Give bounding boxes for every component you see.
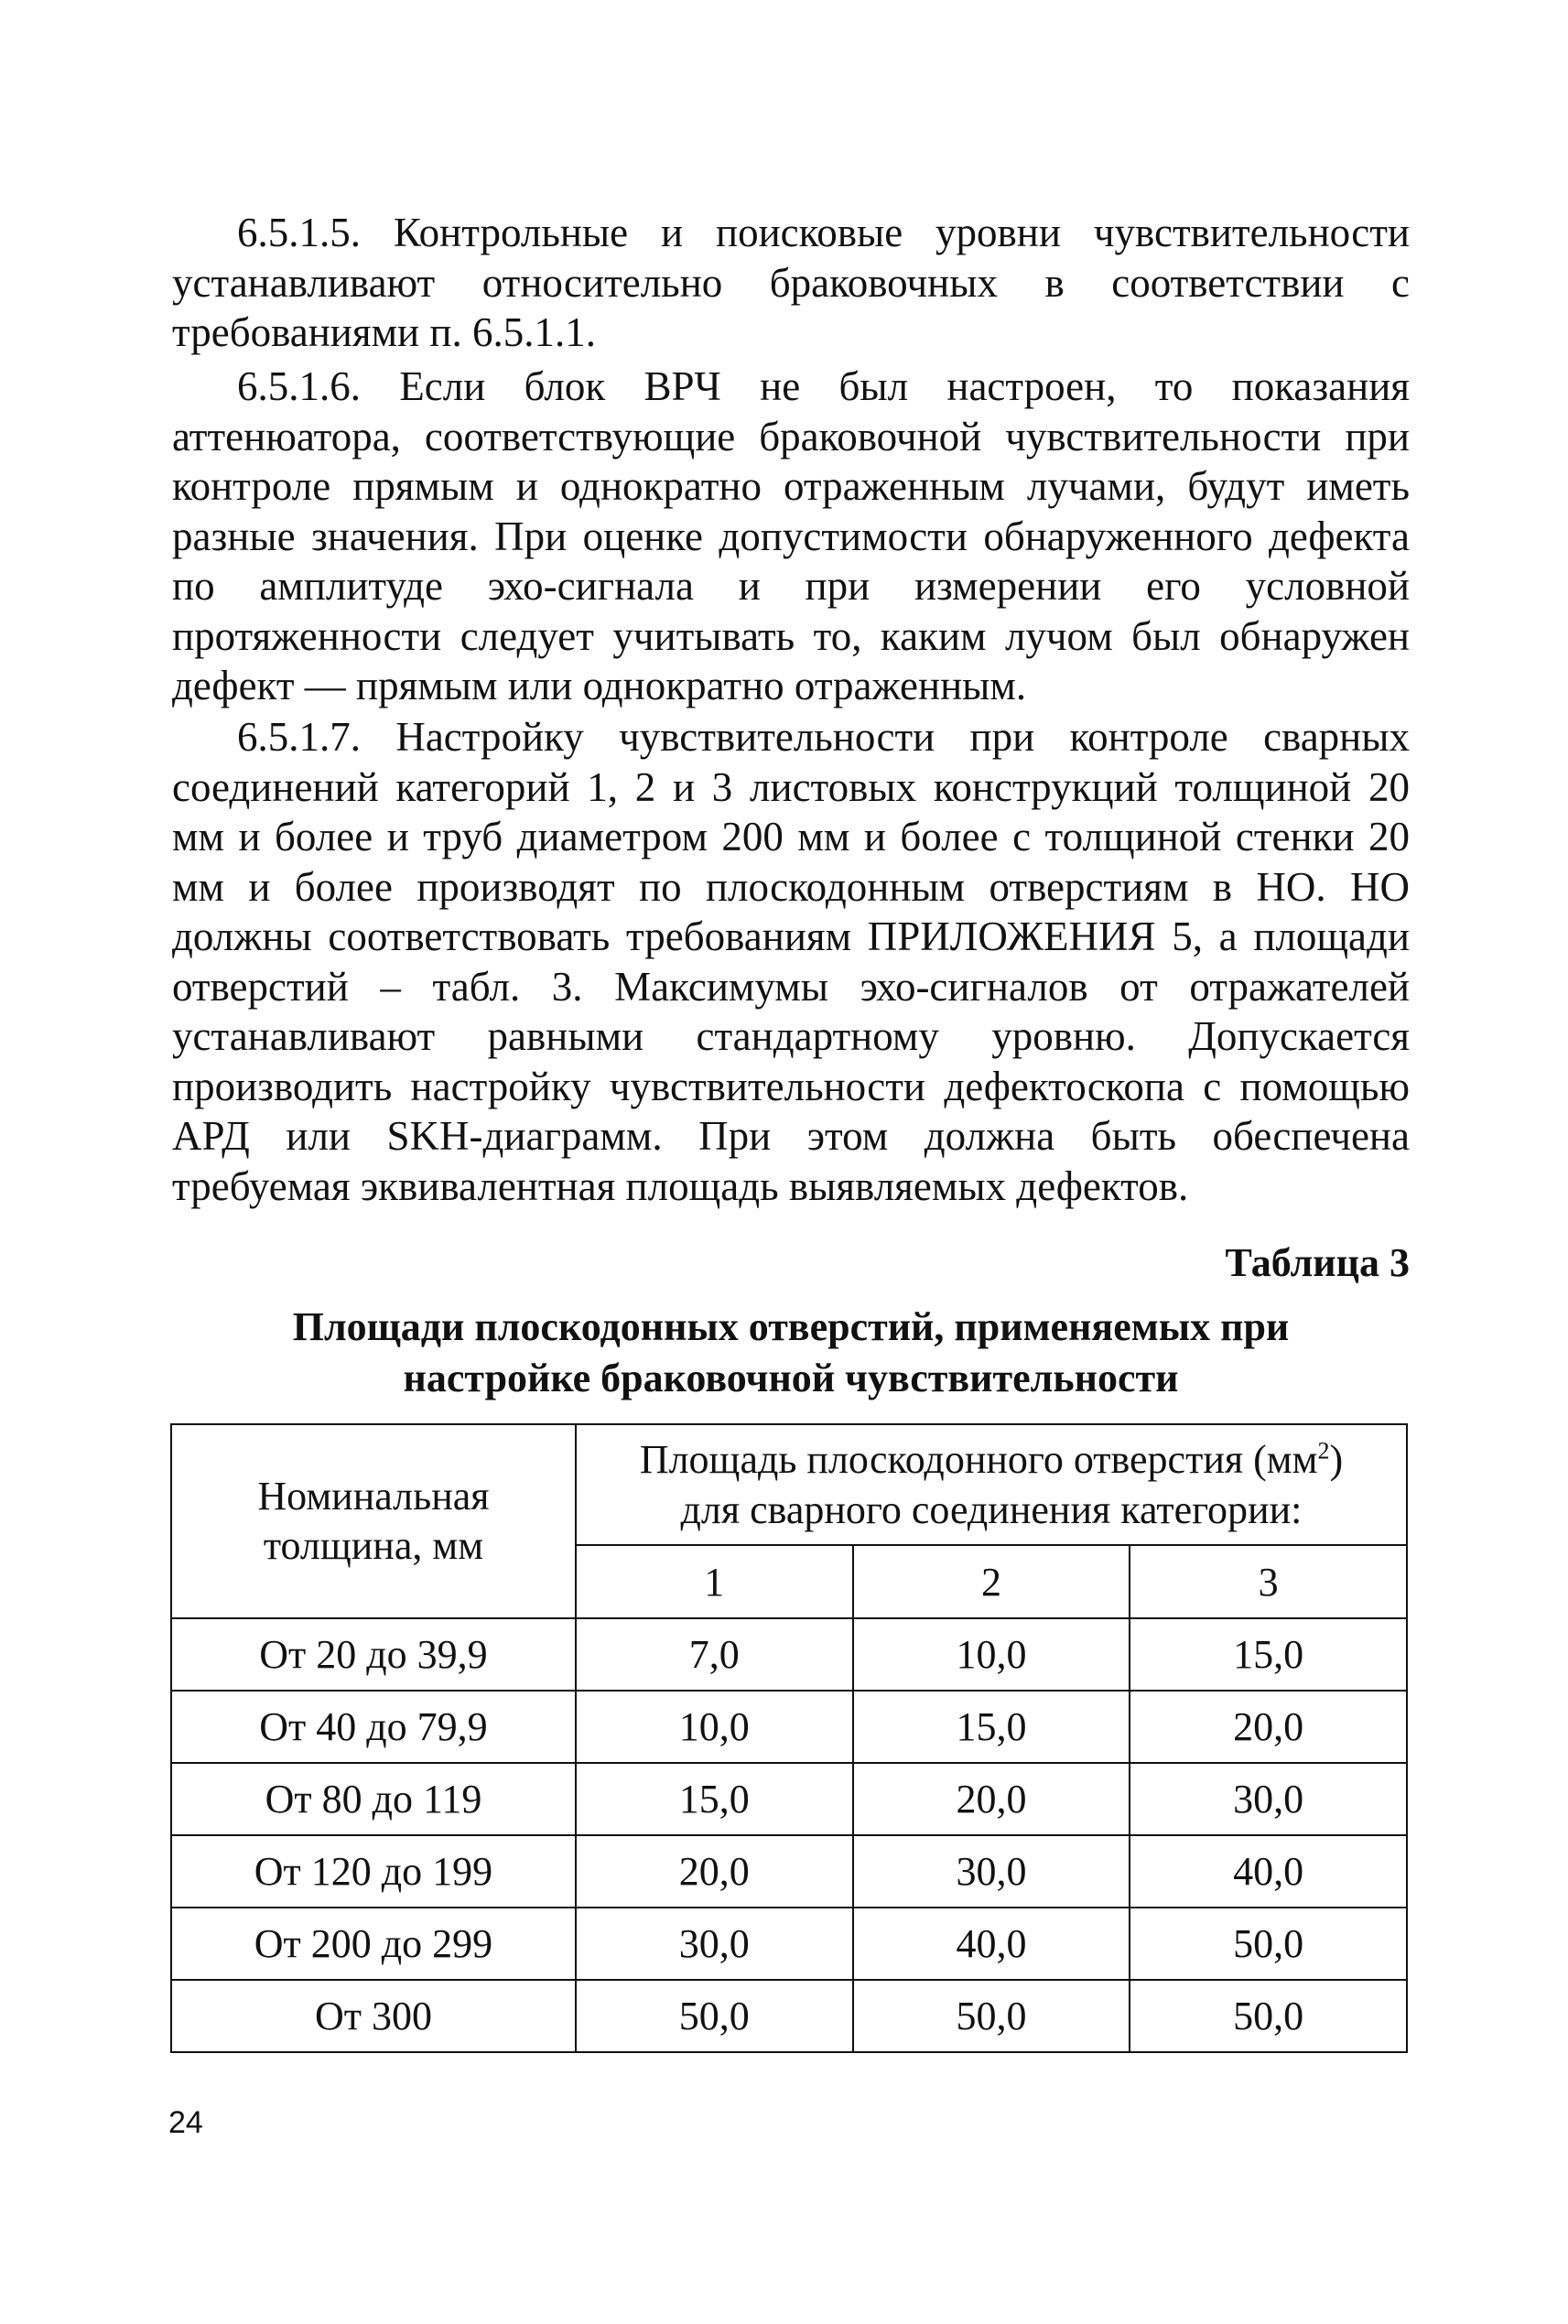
- cell-category-3: 30,0: [1130, 1763, 1407, 1835]
- cell-category-2: 20,0: [853, 1763, 1130, 1835]
- table-row: [171, 1908, 1407, 1980]
- cell-category-2: 30,0: [853, 1835, 1130, 1908]
- table-row: [171, 1618, 1407, 1691]
- cell-category-2: 50,0: [853, 1980, 1130, 2052]
- table-title-line-1: Площади плоскодонных отверстий, применяемых при: [292, 1304, 1290, 1349]
- table-title: [172, 1302, 1410, 1404]
- table-row: [171, 1980, 1407, 2052]
- cell-thickness: От 200 до 299: [171, 1908, 576, 1980]
- header-area-line-1: Площадь плоскодонного отверстия $(мм^2)$: [639, 1437, 1344, 1482]
- cell-category-2: 15,0: [853, 1691, 1130, 1763]
- table-title-line-2: настройке браковочной чувствительности: [403, 1356, 1179, 1400]
- cell-thickness: От 40 до 79,9: [171, 1691, 576, 1763]
- table-header-row: [171, 1424, 1407, 1545]
- cell-category-3: 20,0: [1130, 1691, 1407, 1763]
- header-area-line-2: для сварного соединения категории:: [680, 1487, 1303, 1532]
- cell-category-3: 40,0: [1130, 1835, 1407, 1908]
- header-hole-area: [576, 1424, 1407, 1545]
- header-nominal-thickness: [171, 1424, 576, 1618]
- table-row: [171, 1691, 1407, 1763]
- table-label: Таблица 3: [1225, 1240, 1410, 1285]
- header-thickness-line-1: Номинальная: [257, 1474, 490, 1519]
- header-category-2: 2: [853, 1545, 1130, 1618]
- cell-category-1: 50,0: [576, 1980, 853, 2052]
- cell-category-2: 10,0: [853, 1618, 1130, 1691]
- cell-category-2: 40,0: [853, 1908, 1130, 1980]
- header-thickness-line-2: толщина, мм: [263, 1523, 484, 1568]
- cell-category-1: 20,0: [576, 1835, 853, 1908]
- cell-category-3: 50,0: [1130, 1908, 1407, 1980]
- page-number: 24: [168, 2105, 203, 2140]
- paragraph-text: 6.5.1.5. Контрольные и поисковые уровни чувствительности устанавливают относительно браковочных в соответствии с требованиями п. 6.5.1.1.: [172, 210, 1410, 355]
- hole-area-table: [170, 1423, 1408, 2053]
- paragraph-6-5-1-5: [172, 208, 1410, 358]
- header-category-1: 1: [576, 1545, 853, 1618]
- table-row: [171, 1763, 1407, 1835]
- cell-category-1: 15,0: [576, 1763, 853, 1835]
- header-category-3: 3: [1130, 1545, 1407, 1618]
- paragraph-6-5-1-6: [172, 362, 1410, 711]
- cell-category-1: 30,0: [576, 1908, 853, 1980]
- cell-thickness: От 300: [171, 1980, 576, 2052]
- cell-category-1: 7,0: [576, 1618, 853, 1691]
- paragraph-text: 6.5.1.7. Настройку чувствительности при контроле сварных соединений категорий 1, 2 и 3 листовых конструкций толщиной 20 мм и более и труб диаметром 200 мм и более с толщиной стенки 20 мм и более производят по плоскодонным отверстиям в НО. НО должны соответствовать требованиям ПРИЛОЖЕНИЯ 5, а площади отверстий – табл. 3. Максимумы эхо-сигналов от отражателей устанавливают равными стандартному уровню. Допускается производить настройку чувствительности дефектоскопа с помощью АРД или SKH-диаграмм. При этом должна быть обеспечена требуемая эквивалентная площадь выявляемых дефектов.: [172, 714, 1410, 1209]
- cell-thickness: От 120 до 199: [171, 1835, 576, 1908]
- cell-category-3: 15,0: [1130, 1618, 1407, 1691]
- paragraph-6-5-1-7: [172, 712, 1410, 1211]
- table-row: [171, 1835, 1407, 1908]
- cell-thickness: От 80 до 119: [171, 1763, 576, 1835]
- cell-thickness: От 20 до 39,9: [171, 1618, 576, 1691]
- cell-category-3: 50,0: [1130, 1980, 1407, 2052]
- cell-category-1: 10,0: [576, 1691, 853, 1763]
- paragraph-text: 6.5.1.6. Если блок ВРЧ не был настроен, то показания аттенюатора, соответствующие браковочной чувствительности при контроле прямым и однократно отраженным лучами, будут иметь разные значения. При оценке допустимости обнаруженного дефекта по амплитуде эхо-сигнала и при измерении его условной протяженности следует учитывать то, каким лучом был обнаружен дефект — прямым или однократно отраженным.: [172, 363, 1410, 708]
